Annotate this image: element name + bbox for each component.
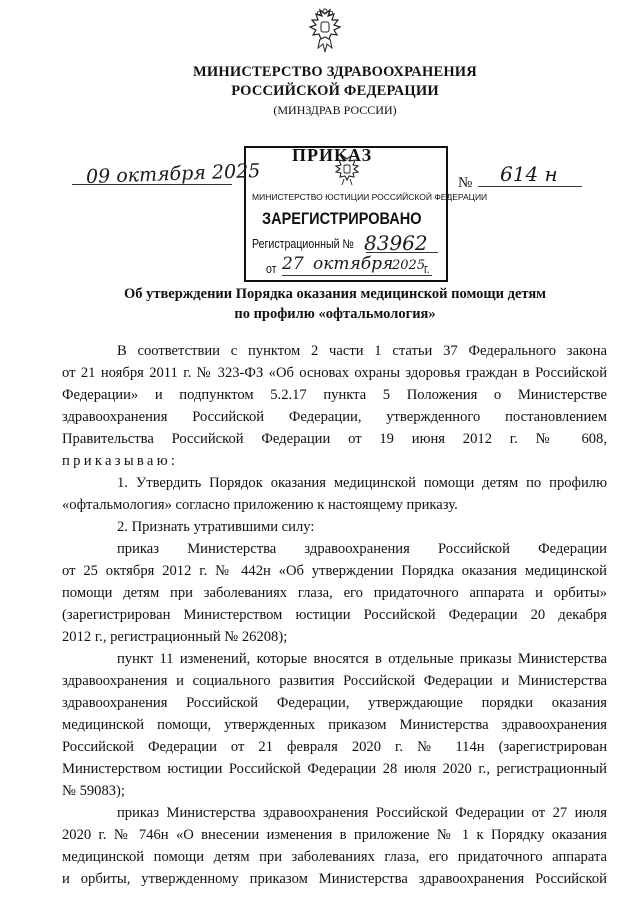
preamble-decree-word: приказываю: — [62, 453, 179, 469]
order-number-underline — [478, 186, 582, 187]
stamp-reg-underline — [366, 252, 438, 253]
preamble-line: В соответствии с пунктом 2 части 1 статьи 37 Федерального закона — [117, 343, 607, 359]
ministry-short-name: (МИНЗДРАВ РОССИИ) — [273, 103, 397, 117]
stamp-ministry: МИНИСТЕРСТВО ЮСТИЦИИ РОССИЙСКОЙ ФЕДЕРАЦИИ — [252, 192, 488, 202]
double-headed-eagle-icon — [306, 8, 344, 58]
stamp-date-month: октября — [313, 254, 394, 274]
ministry-name-line2: РОССИЙСКОЙ ФЕДЕРАЦИИ — [231, 83, 439, 99]
item-2-heading: 2. Признать утратившими силу: — [117, 519, 315, 535]
repealed-item-11-line: пункт 11 изменений, которые вносятся в отдельные приказы Министерства — [117, 651, 607, 667]
stamp-date-day: 27 — [282, 254, 304, 274]
order-number-prefix: № — [458, 175, 473, 191]
stamp-date-year: 2025 — [392, 258, 426, 273]
stamp-date-suffix: г. — [424, 262, 430, 276]
repealed-order-442n-line: приказ Министерства здравоохранения Российской Федерации — [117, 541, 607, 557]
order-date-underline — [72, 184, 232, 185]
repealed-item-11-line: Министерством юстиции Российской Федерации 28 июля 2020 г., регистрационный — [62, 761, 607, 777]
repealed-order-442n-line: от 25 октября 2012 г. № 442н «Об утверждении Порядка оказания медицинской — [62, 563, 607, 579]
stamp-emblem — [334, 155, 360, 187]
order-doc-type: ПРИКАЗ — [292, 145, 373, 165]
repealed-order-442n-line: 2012 г., регистрационный № 26208); — [62, 629, 288, 645]
stamp-reg-label: Регистрационный № — [252, 237, 354, 251]
repealed-item-11-line: медицинской помощи, утвержденных приказом Министерства здравоохранения — [62, 717, 607, 733]
repealed-order-442n-line: помощи детям при заболеваниях глаза, его придаточного аппарата и орбиты» — [62, 585, 607, 601]
repealed-order-746n-line: и орбиты, утвержденному приказом Министерства здравоохранения Российской — [62, 871, 607, 887]
order-title-line1: Об утверждении Порядка оказания медицинской помощи детям — [123, 286, 547, 302]
repealed-order-442n-line: (зарегистрирован Министерством юстиции Российской Федерации 20 декабря — [62, 607, 607, 623]
repealed-order-746n-line: 2020 г. № 746н «О внесении изменения в приложение № 1 к Порядку оказания — [62, 827, 607, 843]
item-1-line: 1. Утвердить Порядок оказания медицинской помощи детям по профилю — [117, 475, 607, 491]
stamp-reg-number: 83962 — [364, 231, 428, 255]
repealed-item-11-line: здравоохранения и социального развития Российской Федерации и Министерства — [62, 673, 607, 689]
repealed-order-746n-line: медицинской помощи детям при заболеваниях глаза, его придаточного аппарата — [62, 849, 607, 865]
coat-of-arms-emblem — [306, 8, 344, 58]
preamble-line: Федерации» и подпунктом 5.2.17 пункта 5 Положения о Министерстве — [62, 387, 607, 403]
ministry-name-line1: МИНИСТЕРСТВО ЗДРАВООХРАНЕНИЯ — [193, 64, 477, 80]
repealed-item-11-line: Российской Федерации от 21 февраля 2020 г. № 114н (зарегистрирован — [62, 739, 607, 755]
preamble-line: от 21 ноября 2011 г. № 323-ФЗ «Об основах охраны здоровья граждан в Российской — [62, 365, 607, 381]
repealed-item-11-line: № 59083); — [62, 783, 125, 799]
order-number: 614 н — [500, 162, 558, 186]
stamp-status: ЗАРЕГИСТРИРОВАНО — [262, 210, 422, 228]
preamble-line: Правительства Российской Федерации от 19 июня 2012 г. № 608, — [62, 431, 607, 447]
order-title-line2: по профилю «офтальмология» — [234, 306, 436, 322]
stamp-eagle-icon — [334, 155, 360, 187]
stamp-date-prefix: от — [266, 262, 277, 276]
repealed-order-746n-line: приказ Министерства здравоохранения Российской Федерации от 27 июля — [117, 805, 607, 821]
item-1-line: «офтальмология» согласно приложению к настоящему приказу. — [62, 497, 458, 513]
preamble-line: здравоохранения Российской Федерации, утвержденного постановлением — [62, 409, 607, 425]
order-date: 09 октября 2025 — [85, 159, 261, 189]
stamp-date-underline — [282, 275, 432, 276]
repealed-item-11-line: здравоохранения Российской Федерации, утверждающие порядки оказания — [62, 695, 607, 711]
